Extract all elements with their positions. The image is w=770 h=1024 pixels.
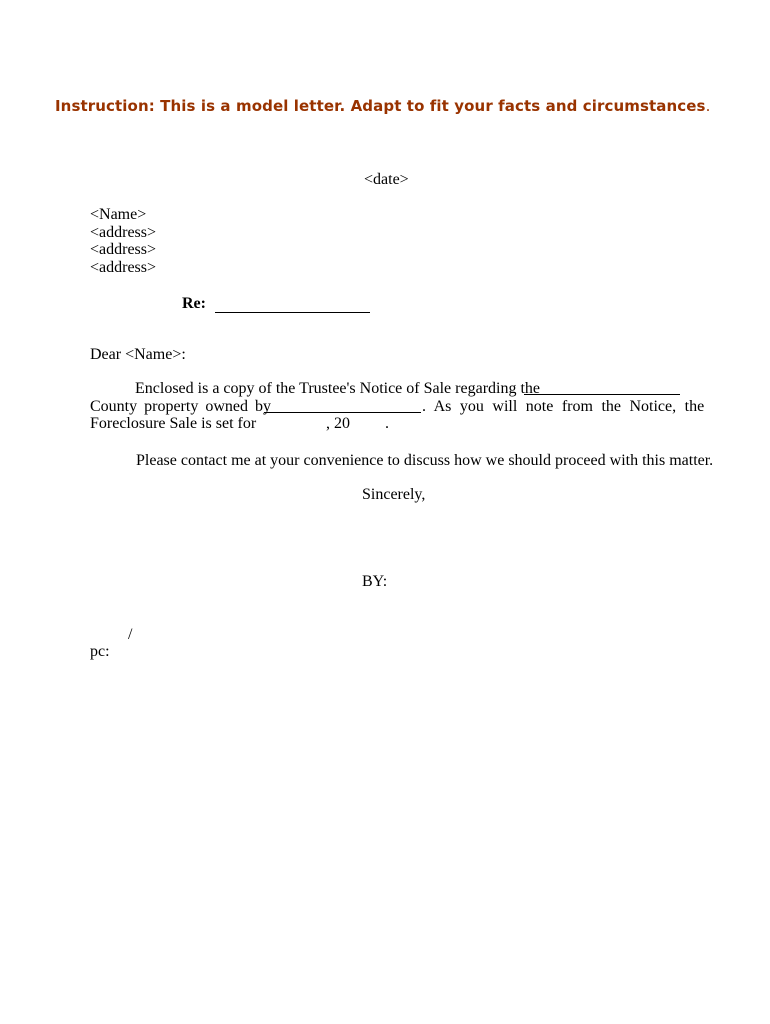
- re-blank-line: [215, 312, 370, 313]
- signature-by-label: BY:: [362, 573, 388, 590]
- letter-date: <date>: [364, 171, 409, 188]
- instruction-banner: [55, 97, 710, 115]
- paragraph-text: Foreclosure Sale is set for: [90, 415, 257, 433]
- recipient-address-line: <address>: [90, 258, 157, 276]
- paragraph-notice-of-sale: [90, 380, 705, 433]
- paragraph-line: [90, 380, 680, 398]
- recipient-address-line: <address>: [90, 223, 157, 241]
- instruction-text: Instruction: This is a model letter. Adapt to fit your facts and circumstances: [55, 97, 706, 115]
- initials-separator: /: [128, 626, 133, 643]
- paragraph-line: [90, 415, 680, 433]
- paragraph-contact: Please contact me at your convenience to discuss how we should proceed with this matter.: [136, 452, 714, 469]
- paragraph-text: . As you will note from the Notice, the: [422, 397, 705, 415]
- recipient-address-line: <address>: [90, 241, 157, 259]
- instruction-period: .: [705, 97, 711, 115]
- owner-blank-line: [264, 398, 421, 413]
- paragraph-text: Enclosed is a copy of the Trustee's Notice of Sale regarding the: [135, 380, 541, 397]
- re-label: Re:: [182, 295, 206, 312]
- recipient-name: <Name>: [90, 206, 147, 223]
- pc-label: pc:: [90, 643, 110, 660]
- recipient-block: [90, 206, 156, 276]
- closing: Sincerely,: [362, 486, 426, 503]
- county-blank-line: [524, 380, 680, 395]
- salutation: Dear <Name>:: [90, 346, 186, 363]
- sale-year-text: , 20: [326, 415, 350, 433]
- paragraph-text: County property owned by: [90, 397, 271, 415]
- paragraph-text: .: [385, 415, 389, 433]
- paragraph-line: [90, 397, 705, 416]
